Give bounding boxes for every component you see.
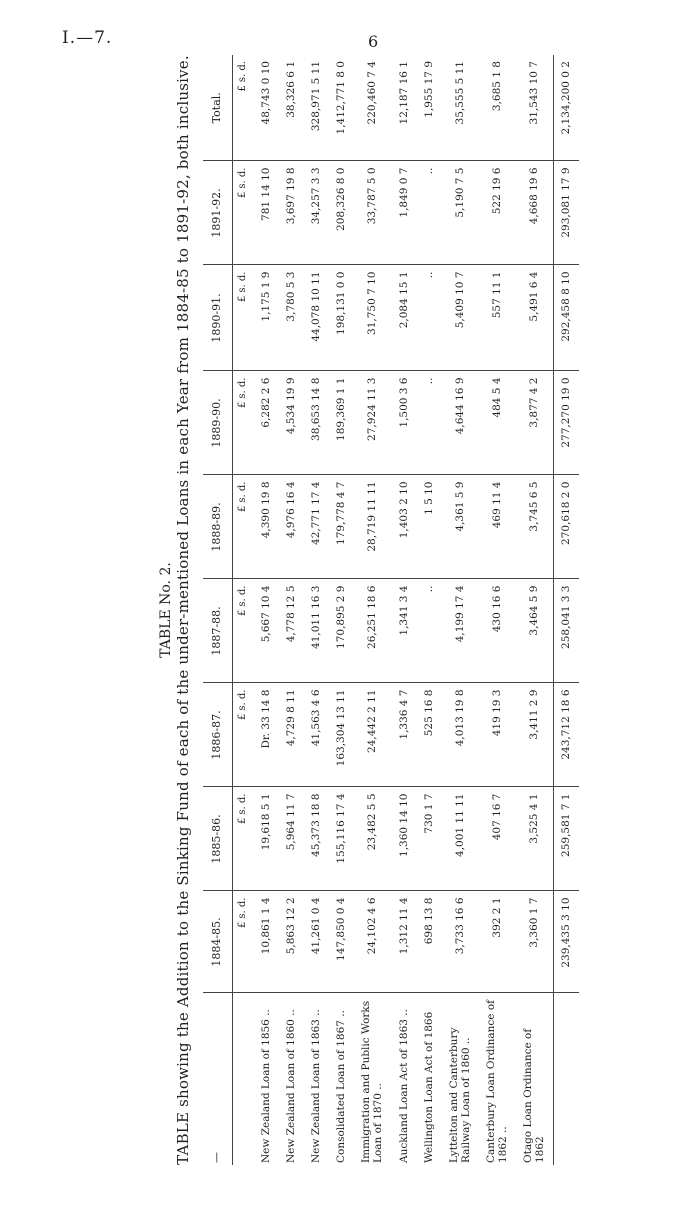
- table-cell: 557 11 1: [479, 265, 516, 371]
- unit-label: £ s. d.: [232, 787, 254, 891]
- table-row: [392, 55, 417, 1165]
- row-label: New Zealand Loan of 1856 ..: [260, 1009, 273, 1163]
- table-body: [232, 55, 579, 1165]
- table-cell: 4,976 16 4: [279, 475, 304, 579]
- units-row: [232, 55, 254, 1165]
- table-cell: 3,697 19 8: [279, 161, 304, 265]
- col-header-1887-88: 1887-88.: [203, 579, 232, 683]
- table-cell: 12,187 16 1: [392, 55, 417, 161]
- table-cell: 45,373 18 8: [304, 787, 329, 891]
- table-cell: 41,261 0 4: [304, 891, 329, 993]
- unit-label: £ s. d.: [232, 371, 254, 475]
- table-cell: 407 16 7: [479, 787, 516, 891]
- table-cell: 781 14 10: [254, 161, 279, 265]
- document-reference: I.—7.: [62, 28, 113, 48]
- corner-header: —: [203, 993, 232, 1165]
- table-cell: 469 11 4: [479, 475, 516, 579]
- table-cell: 4,668 19 6: [516, 161, 554, 265]
- total-cell: 258,041 3 3: [554, 579, 580, 683]
- table-cell: 23,482 5 5: [354, 787, 391, 891]
- units-blank: [232, 993, 254, 1165]
- row-label: Wellington Loan Act of 1866: [422, 1011, 435, 1163]
- table-cell: 33,787 5 0: [354, 161, 391, 265]
- table-cell: 1,412,771 8 0: [329, 55, 354, 161]
- row-label: Immigration and Public Works Loan of 1870 ..: [360, 1000, 385, 1163]
- table-cell: 35,555 5 11: [442, 55, 479, 161]
- table-cell: 163,304 13 11: [329, 683, 354, 787]
- table-cell: 328,971 5 11: [304, 55, 329, 161]
- sinking-fund-table: [203, 55, 579, 1165]
- table-cell: 3,464 5 9: [516, 579, 554, 683]
- table-cell: 392 2 1: [479, 891, 516, 993]
- table-cell: 27,924 11 3: [354, 371, 391, 475]
- table-cell: 730 1 7: [417, 787, 442, 891]
- table-cell: 189,369 1 1: [329, 371, 354, 475]
- table-cell: 38,326 6 1: [279, 55, 304, 161]
- row-label: Otago Loan Ordinance of 1862: [521, 1028, 546, 1163]
- total-cell: 293,081 17 9: [554, 161, 580, 265]
- table-cell: 5,491 6 4: [516, 265, 554, 371]
- table-cell: 1,500 3 6: [392, 371, 417, 475]
- table-cell: 4,199 17 4: [442, 579, 479, 683]
- table-cell: 155,116 17 4: [329, 787, 354, 891]
- table-cell: 1,175 1 9: [254, 265, 279, 371]
- unit-label: £ s. d.: [232, 265, 254, 371]
- total-cell: 259,581 7 1: [554, 787, 580, 891]
- table-title: TABLE showing the Addition to the Sinking Fund of each of the under-mentioned Loans in each Year from 1884-85 to 1891-92, both inclusive.: [174, 55, 192, 1165]
- table-cell: 522 19 6: [479, 161, 516, 265]
- table-cell: 19,618 5 1: [254, 787, 279, 891]
- table-cell: 26,251 18 6: [354, 579, 391, 683]
- table-cell: 5,863 12 2: [279, 891, 304, 993]
- unit-label: £ s. d.: [232, 55, 254, 161]
- table-cell: 6,282 2 6: [254, 371, 279, 475]
- table-cell: 41,563 4 6: [304, 683, 329, 787]
- table-cell: 525 16 8: [417, 683, 442, 787]
- total-cell: 239,435 3 10: [554, 891, 580, 993]
- table-cell: 38,653 14 8: [304, 371, 329, 475]
- table-cell: 3,360 1 7: [516, 891, 554, 993]
- table-cell: 4,644 16 9: [442, 371, 479, 475]
- col-header-1884-85: 1884-85.: [203, 891, 232, 993]
- row-label: New Zealand Loan of 1863 ..: [310, 1009, 323, 1163]
- table-cell: 5,964 11 7: [279, 787, 304, 891]
- table-cell: ..: [417, 371, 442, 475]
- header-row: [203, 55, 232, 1165]
- table-cell: 4,534 19 9: [279, 371, 304, 475]
- table-cell: 179,778 4 7: [329, 475, 354, 579]
- table-cell: ..: [417, 579, 442, 683]
- table-cell: 147,850 0 4: [329, 891, 354, 993]
- table-caption: TABLE No. 2.: [158, 562, 174, 658]
- row-label: Canterbury Loan Ordinance of 1862 ..: [484, 999, 509, 1163]
- col-header-1889-90: 1889-90.: [203, 371, 232, 475]
- table-cell: 698 13 8: [417, 891, 442, 993]
- row-label: Auckland Loan Act of 1863 ..: [397, 1009, 410, 1163]
- table-cell: 3,525 4 1: [516, 787, 554, 891]
- table-cell: 3,733 16 6: [442, 891, 479, 993]
- table-cell: 34,257 3 3: [304, 161, 329, 265]
- table-cell: ..: [417, 161, 442, 265]
- table-row: [254, 55, 279, 1165]
- table-row: [329, 55, 354, 1165]
- table-cell: 3,780 5 3: [279, 265, 304, 371]
- table-cell: 1,403 2 10: [392, 475, 417, 579]
- table-cell: 5,190 7 5: [442, 161, 479, 265]
- col-header-total: Total.: [203, 55, 232, 161]
- col-header-1885-86: 1885-86.: [203, 787, 232, 891]
- table-cell: 4,390 19 8: [254, 475, 279, 579]
- table-row: [279, 55, 304, 1165]
- table-cell: 44,078 10 11: [304, 265, 329, 371]
- col-header-1888-89: 1888-89.: [203, 475, 232, 579]
- table-cell: 24,102 4 6: [354, 891, 391, 993]
- table-cell: 2,084 15 1: [392, 265, 417, 371]
- table-cell: 1,360 14 10: [392, 787, 417, 891]
- row-label: Consolidated Loan of 1867 ..: [335, 1010, 348, 1163]
- table-cell: ..: [417, 265, 442, 371]
- table-cell: 3,411 2 9: [516, 683, 554, 787]
- total-cell: 2,134,200 0 2: [554, 55, 580, 161]
- col-header-1891-92: 1891-92.: [203, 161, 232, 265]
- page-number: 6: [368, 32, 379, 51]
- table-cell: 5,667 10 4: [254, 579, 279, 683]
- table-cell: 31,543 10 7: [516, 55, 554, 161]
- table-cell: 3,877 4 2: [516, 371, 554, 475]
- col-header-1890-91: 1890-91.: [203, 265, 232, 371]
- table-cell: 430 16 6: [479, 579, 516, 683]
- unit-label: £ s. d.: [232, 161, 254, 265]
- unit-label: £ s. d.: [232, 475, 254, 579]
- table-cell: 48,743 0 10: [254, 55, 279, 161]
- table-cell: 28,719 11 11: [354, 475, 391, 579]
- table-cell: 3,685 1 8: [479, 55, 516, 161]
- table-row: [354, 55, 391, 1165]
- table-cell: 41,011 16 3: [304, 579, 329, 683]
- table-cell: 31,750 7 10: [354, 265, 391, 371]
- table-row: [417, 55, 442, 1165]
- table-cell: 484 5 4: [479, 371, 516, 475]
- table-cell: 3,745 6 5: [516, 475, 554, 579]
- table-cell: 24,442 2 11: [354, 683, 391, 787]
- table-cell: 1,312 11 4: [392, 891, 417, 993]
- totals-row: [554, 55, 580, 1165]
- unit-label: £ s. d.: [232, 891, 254, 993]
- table-row: [442, 55, 479, 1165]
- table-cell: 1 5 10: [417, 475, 442, 579]
- table-cell: 5,409 10 7: [442, 265, 479, 371]
- table-row: [479, 55, 516, 1165]
- table-cell: 220,460 7 4: [354, 55, 391, 161]
- table-cell: 4,729 8 11: [279, 683, 304, 787]
- table-cell: 170,895 2 9: [329, 579, 354, 683]
- row-label: Lyttelton and Canterbury Railway Loan of 1860 ..: [447, 1027, 472, 1163]
- table-cell: 4,361 5 9: [442, 475, 479, 579]
- table-cell: 10,861 1 4: [254, 891, 279, 993]
- row-label: New Zealand Loan of 1860 ..: [285, 1009, 298, 1163]
- table-cell: 1,341 3 4: [392, 579, 417, 683]
- table-row: [304, 55, 329, 1165]
- table-cell: 4,001 11 11: [442, 787, 479, 891]
- total-cell: 292,458 8 10: [554, 265, 580, 371]
- table-cell: 1,955 17 9: [417, 55, 442, 161]
- total-cell: 277,270 19 0: [554, 371, 580, 475]
- total-cell: 270,618 2 0: [554, 475, 580, 579]
- table-cell: 42,771 17 4: [304, 475, 329, 579]
- totals-label: [554, 993, 580, 1165]
- table-cell: 4,013 19 8: [442, 683, 479, 787]
- col-header-1886-87: 1886-87.: [203, 683, 232, 787]
- table-cell: 419 19 3: [479, 683, 516, 787]
- table-cell: 1,849 0 7: [392, 161, 417, 265]
- table-row: [516, 55, 554, 1165]
- unit-label: £ s. d.: [232, 683, 254, 787]
- unit-label: £ s. d.: [232, 579, 254, 683]
- total-cell: 243,712 18 6: [554, 683, 580, 787]
- table-cell: 208,326 8 0: [329, 161, 354, 265]
- table-cell: Dr. 33 14 8: [254, 683, 279, 787]
- table-cell: 4,778 12 5: [279, 579, 304, 683]
- table-cell: 1,336 4 7: [392, 683, 417, 787]
- table-cell: 198,131 0 0: [329, 265, 354, 371]
